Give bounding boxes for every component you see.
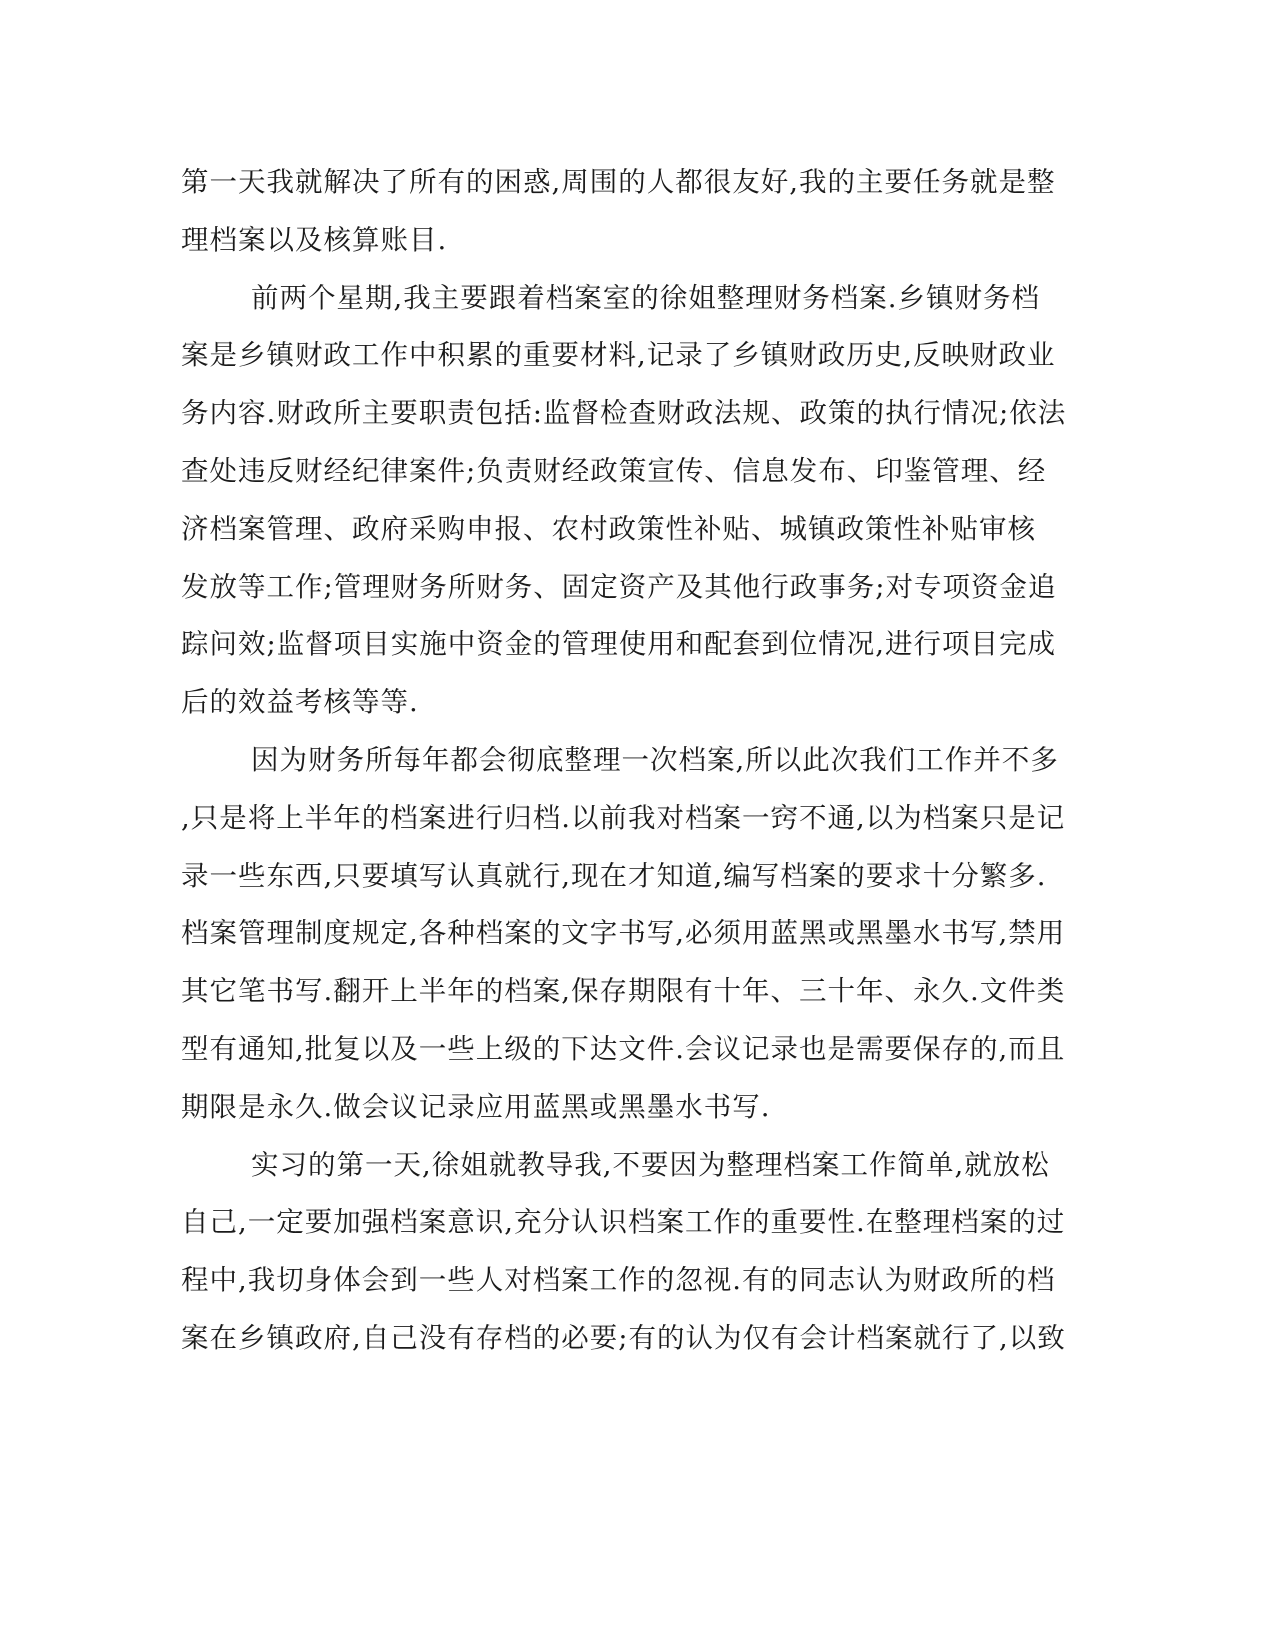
paragraph-first-line: 实习的第一天,徐姐就教导我,不要因为整理档案工作简单,就放松 xyxy=(251,1148,1050,1181)
text-line: 录一些东西,只要填写认真就行,现在才知道,编写档案的要求十分繁多. xyxy=(181,859,1047,892)
text-line: 第一天我就解决了所有的困惑,周围的人都很友好,我的主要任务就是整 xyxy=(181,166,1056,198)
text-line: 档案管理制度规定,各种档案的文字书写,必须用蓝黑或黑墨水书写,禁用 xyxy=(181,917,1066,950)
text-line: 发放等工作;管理财务所财务、固定资产及其他行政事务;对专项资金追 xyxy=(181,570,1057,603)
text-line: 理档案以及核算账目. xyxy=(181,223,448,256)
text-line: 案在乡镇政府,自己没有存档的必要;有的认为仅有会计档案就行了,以致 xyxy=(181,1321,1066,1354)
text-line: 其它笔书写.翻开上半年的档案,保存期限有十年、三十年、永久.文件类 xyxy=(181,975,1066,1008)
text-line: 后的效益考核等等. xyxy=(181,686,419,719)
text-line: 务内容.财政所主要职责包括:监督检查财政法规、政策的执行情况;依法 xyxy=(181,397,1067,430)
text-line: 自己,一定要加强档案意识,充分认识档案工作的重要性.在整理档案的过 xyxy=(181,1206,1066,1239)
text-line: 案是乡镇财政工作中积累的重要材料,记录了乡镇财政历史,反映财政业 xyxy=(181,339,1056,372)
text-line: 查处违反财经纪律案件;负责财经政策宣传、信息发布、印鉴管理、经 xyxy=(181,454,1047,487)
text-line: 程中,我切身体会到一些人对档案工作的忽视.有的同志认为财政所的档 xyxy=(181,1264,1056,1297)
paragraph-first-line: 前两个星期,我主要跟着档案室的徐姐整理财务档案.乡镇财务档 xyxy=(251,281,1040,314)
text-line: 济档案管理、政府采购申报、农村政策性补贴、城镇政策性补贴审核 xyxy=(181,512,1036,545)
body-text xyxy=(181,154,1067,1368)
text-line: 踪问效;监督项目实施中资金的管理使用和配套到位情况,进行项目完成 xyxy=(181,628,1057,661)
text-line: 型有通知,批复以及一些上级的下达文件.会议记录也是需要保存的,而且 xyxy=(181,1032,1066,1065)
paragraph-first-line: 因为财务所每年都会彻底整理一次档案,所以此次我们工作并不多 xyxy=(251,743,1059,776)
text-line: ,只是将上半年的档案进行归档.以前我对档案一窍不通,以为档案只是记 xyxy=(181,801,1066,834)
text-line: 期限是永久.做会议记录应用蓝黑或黑墨水书写. xyxy=(181,1090,771,1123)
